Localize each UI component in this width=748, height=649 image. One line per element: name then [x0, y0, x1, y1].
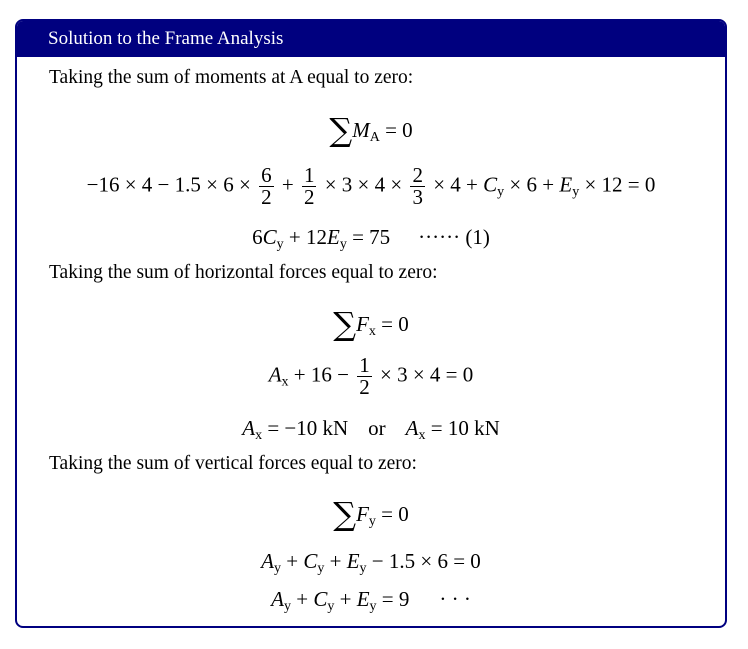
- summation-icon: ∑: [329, 111, 353, 149]
- fraction: [410, 165, 425, 208]
- equation-tag: ······ (1): [418, 225, 490, 249]
- eq-part: = 9: [376, 587, 410, 611]
- eq-part: × 6 +: [504, 172, 560, 197]
- horizontal-equation-1: [17, 355, 725, 398]
- fraction: [259, 165, 274, 208]
- var-sub: y: [497, 184, 505, 200]
- eq-part: + 12: [283, 225, 327, 249]
- vertical-intro: Taking the sum of vertical forces equal to zero:: [49, 453, 417, 474]
- eq-part: = 10 kN: [425, 416, 500, 440]
- var-sub: y: [359, 561, 367, 576]
- fraction-denominator: 2: [359, 375, 370, 399]
- force-rhs: = 0: [375, 312, 409, 336]
- var-e: E: [326, 225, 340, 249]
- vertical-equation-2: [17, 587, 725, 615]
- force-var: F: [356, 312, 369, 336]
- var-e: E: [356, 587, 370, 611]
- eq-part: = 75: [346, 225, 391, 249]
- solution-box: [15, 19, 727, 628]
- fraction-denominator: 3: [412, 185, 423, 209]
- var-c: C: [262, 225, 277, 249]
- var-sub: y: [274, 561, 281, 576]
- var-e: E: [559, 172, 573, 197]
- moment-rhs: = 0: [379, 118, 413, 142]
- horizontal-sum-equation: [17, 305, 725, 343]
- eq-part: +: [281, 549, 304, 573]
- equation-tag: · · ·: [439, 587, 471, 611]
- vertical-equation-1: [17, 549, 725, 577]
- var-sub: y: [317, 561, 325, 576]
- var-sub: y: [369, 599, 377, 614]
- eq-part: × 4 +: [433, 172, 478, 197]
- var-a: A: [261, 549, 274, 573]
- var-sub: y: [327, 599, 335, 614]
- force-sub: y: [368, 514, 376, 529]
- eq-part: × 12 = 0: [579, 172, 656, 197]
- force-rhs: = 0: [375, 502, 409, 526]
- force-sub: x: [368, 324, 376, 339]
- var-a: A: [271, 587, 284, 611]
- var-c: C: [483, 172, 498, 197]
- fraction: [357, 355, 372, 398]
- eq-part: = −10 kN: [262, 416, 349, 440]
- fraction-numerator: 1: [359, 353, 370, 377]
- var-c: C: [303, 549, 318, 573]
- fraction-numerator: 2: [412, 163, 423, 187]
- fraction-numerator: 1: [303, 163, 315, 187]
- vertical-sum-equation: [17, 495, 725, 533]
- moments-intro: Taking the sum of moments at A equal to zero:: [49, 67, 414, 88]
- fraction: [302, 165, 317, 208]
- horizontal-equation-2: [17, 416, 725, 444]
- var-sub: y: [283, 599, 291, 614]
- eq-part: +: [290, 587, 314, 611]
- box-title: Solution to the Frame Analysis: [17, 21, 725, 57]
- var-sub: y: [276, 237, 284, 252]
- summation-icon: ∑: [333, 305, 357, 343]
- eq-part: × 3 × 4 = 0: [379, 362, 474, 387]
- horizontal-intro: Taking the sum of horizontal forces equal to zero:: [49, 262, 438, 283]
- eq-part: × 3 × 4 ×: [324, 172, 403, 197]
- or-text: or: [368, 416, 386, 440]
- var-a: A: [242, 416, 256, 440]
- eq-part: +: [334, 587, 357, 611]
- eq-part: 6: [252, 225, 263, 249]
- moment-var: M: [352, 118, 370, 142]
- fraction-numerator: 6: [261, 163, 272, 187]
- eq-part: + 16 −: [288, 362, 349, 387]
- eq-part: +: [281, 172, 294, 197]
- fraction-denominator: 2: [261, 185, 272, 209]
- force-var: F: [356, 502, 369, 526]
- moments-equation-2: [17, 225, 725, 253]
- var-sub: y: [339, 237, 347, 252]
- var-e: E: [346, 549, 360, 573]
- var-sub: y: [572, 184, 580, 200]
- var-a: A: [268, 362, 282, 387]
- moment-sub: A: [369, 130, 380, 145]
- eq-part: − 1.5 × 6 = 0: [366, 549, 481, 573]
- var-c: C: [313, 587, 328, 611]
- var-a: A: [405, 416, 419, 440]
- var-sub: x: [281, 374, 289, 390]
- moments-equation-1: [17, 165, 725, 208]
- summation-icon: ∑: [333, 495, 357, 533]
- fraction-denominator: 2: [303, 185, 315, 209]
- eq-part: −16 × 4 − 1.5 × 6 ×: [86, 172, 251, 197]
- moments-sum-equation: [17, 111, 725, 149]
- var-sub: x: [255, 428, 263, 443]
- eq-part: +: [324, 549, 347, 573]
- var-sub: x: [418, 428, 426, 443]
